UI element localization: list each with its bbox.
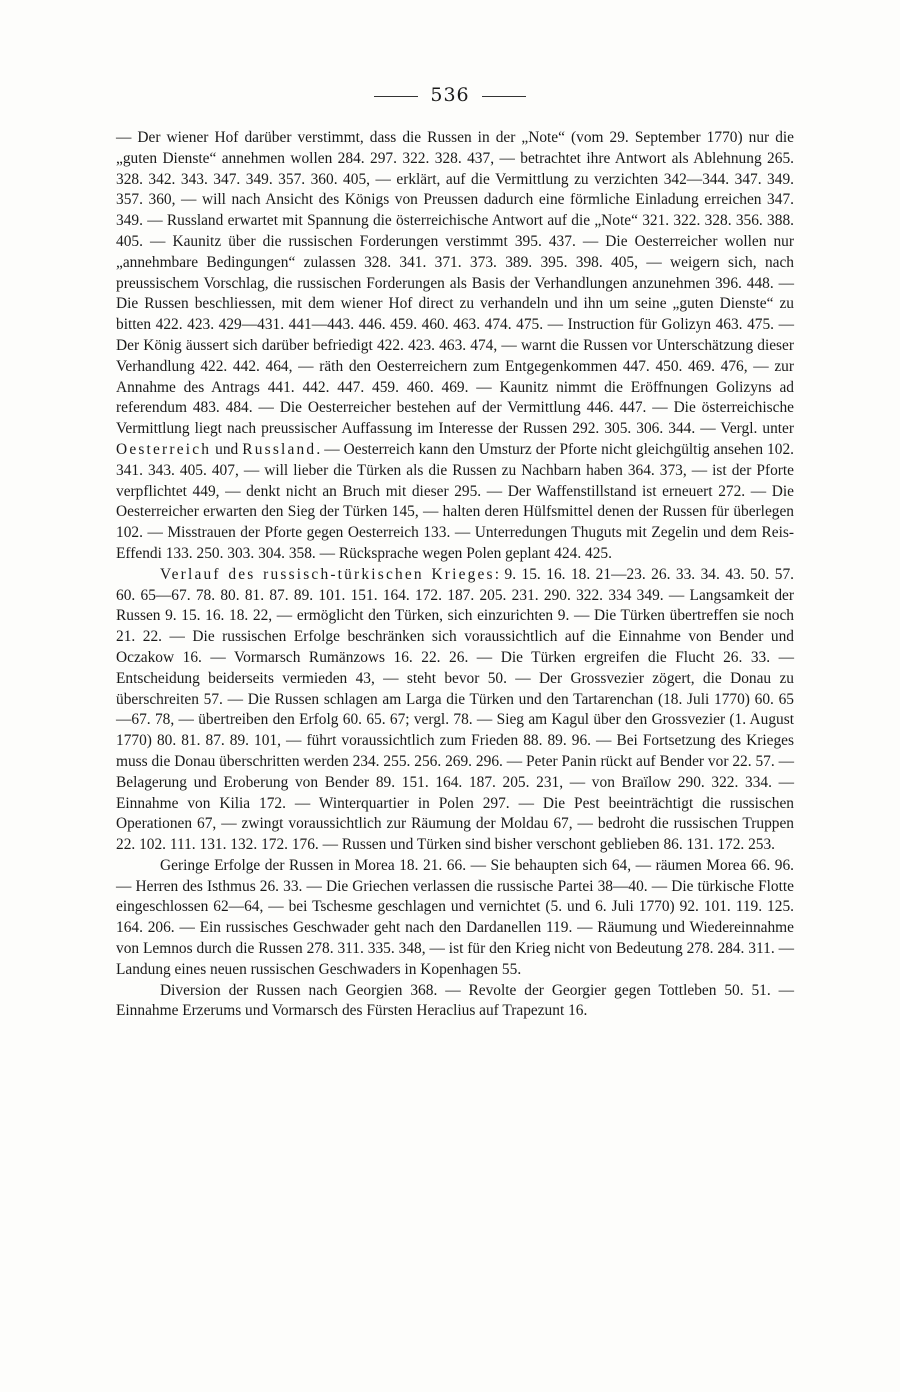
- index-paragraph: [116, 565, 794, 856]
- paragraph-text: und: [211, 440, 243, 458]
- spaced-heading-text: Verlauf des russisch-türkischen Krieges: [160, 565, 495, 583]
- paragraph-text: : 9. 15. 16. 18. 21—23. 26. 33. 34. 43. 50. 57. 60. 65—67. 78. 80. 81. 87. 89. 101. 151. 164. 172. 187. 205. 231. 290. 322. 334 349. — Langsamkeit der Russen 9. 15. 16. 18. 22, — ermöglicht den Türken, sich einzurichten 9. — Die Türken übertreffen sie noch 21. 22. — Die russischen Erfolge beschränken sich voraussichtlich auf die Einnahme von Bender und Oczakow 16. — Vormarsch Rumänzows 16. 22. 26. — Die Türken ergreifen die Flucht 26. 33. — Entscheidung beiderseits vermieden 43, — steht bevor 50. — Der Grossvezier zögert, die Donau zu überschreiten 57. — Die Russen schlagen am Larga die Türken und den Tartarenchan (18. Juli 1770) 60. 65—67. 78, — übertreiben den Erfolg 60. 65. 67; vergl. 78. — Sieg am Kagul über den Grossvezier (1. August 1770) 80. 81. 87. 89. 101, — führt voraussichtlich zum Frieden 88. 89. 96. — Bei Fortsetzung des Krieges muss die Donau überschritten werden 234. 255. 256. 269. 296. — Peter Panin rückt auf Bender vor 22. 57. — Belagerung und Eroberung von Bender 89. 151. 164. 187. 205. 231, — von Braïlow 290. 322. 334. — Einnahme von Kilia 172. — Winterquartier in Polen 297. — Die Pest beeinträchtigt die russischen Operationen 67, — zwingt voraussichtlich zur Räumung der Moldau 67, — bedroht die russischen Truppen 22. 102. 111. 131. 132. 172. 176. — Russen und Türken sind bisher verschont geblieben 86. 131. 172. 253.: [116, 565, 795, 854]
- index-paragraph: [116, 981, 794, 1023]
- paragraph-text: . — Oesterreich kann den Umsturz der Pforte nicht gleichgültig ansehen 102. 341. 343. 405. 407, — will lieber die Türken als die Russen zu Nachbarn haben 364. 373, — ist der Pforte verpflichtet 449, — denkt nicht an Bruch mit dieser 295. — Der Waffenstillstand ist erneuert 272. — Die Oesterreicher erwarten den Sieg der Türken 145, — halten deren Hülfsmittel denen der Russen für überlegen 102. — Misstrauen der Pforte gegen Oesterreich 133. — Unterredungen Thuguts mit Zegelin und dem Reis-Effendi 133. 250. 303. 304. 358. — Rücksprache wegen Polen geplant 424. 425.: [116, 440, 794, 562]
- header-rule-left: [374, 96, 418, 97]
- page-header: [0, 84, 900, 106]
- paragraph-text: — Der wiener Hof darüber verstimmt, dass die Russen in der „Note“ (vom 29. September 1770) nur die „guten Dienste“ annehmen wollen 284. 297. 322. 328. 437, — betrachtet ihre Antwort als Ablehnung 265. 328. 342. 343. 347. 349. 357. 360. 405, — erklärt, auf die Vermittlung zu verzichten 342—344. 347. 349. 357. 360, — will nach Ansicht des Königs von Preussen dadurch eine förmliche Einladung erreichen 347. 349. — Russland erwartet mit Spannung die österreichische Antwort auf die „Note“ 321. 322. 328. 356. 388. 405. — Kaunitz über die russischen Forderungen verstimmt 395. 437. — Die Oesterreicher wollen nur „annehmbare Bedingungen“ zulassen 328. 341. 371. 373. 389. 395. 398. 405, — weigern sich, nach preussischem Vorschlag, die russischen Forderungen als Basis der Verhandlungen anzunehmen 396. 448. — Die Russen beschliessen, mit dem wiener Hof direct zu verhandeln und ihn um seine „guten Dienste“ zu bitten 422. 423. 429—431. 441—443. 446. 459. 460. 463. 474. 475. — Instruction für Golizyn 463. 475. — Der König äussert sich darüber befriedigt 422. 423. 463. 474, — warnt die Russen vor Unterschätzung dieser Verhandlung 422. 442. 464, — räth den Oesterreichern zum Entgegenkommen 447. 450. 469. 476, — zur Annahme des Antrags 441. 442. 447. 459. 460. 469. — Kaunitz nimmt die Eröffnungen Golizyns ad referendum 483. 484. — Die Oesterreicher bestehen auf der Vermittlung 446. 447. — Die österreichische Vermittlung liegt nach preussischer Auffassung im Interesse der Russen 292. 305. 306. 344. — Vergl. unter: [116, 129, 794, 438]
- paragraph-text: Diversion der Russen nach Georgien 368. — Revolte der Georgier gegen Tottleben 50. 51. — Einnahme Erzerums und Vormarsch des Fürsten Heraclius auf Trapezunt 16.: [116, 981, 794, 1020]
- page-body: [116, 128, 794, 1022]
- index-paragraph: [116, 128, 794, 565]
- paragraph-text: Geringe Erfolge der Russen in Morea 18. 21. 66. — Sie behaupten sich 64, — räumen Morea 66. 96. — Herren des Isthmus 26. 33. — Die Griechen verlassen die russische Partei 38—40. — Die türkische Flotte eingeschlossen 62—64, — bei Tschesme geschlagen und vernichtet (5. und 6. Juli 1770) 92. 101. 119. 125. 164. 206. — Ein russisches Geschwader geht nach den Dardanellen 119. — Räumung und Wiedereinnahme von Lemnos durch die Russen 278. 311. 335. 348, — ist für den Krieg nicht von Bedeutung 278. 284. 311. — Landung eines neuen russischen Geschwaders in Kopenhagen 55.: [116, 856, 794, 978]
- index-paragraph: [116, 856, 794, 981]
- page-number: 536: [430, 84, 470, 106]
- spaced-heading-text: Russland: [242, 440, 317, 458]
- header-rule-right: [482, 96, 526, 97]
- spaced-heading-text: Oesterreich: [116, 440, 212, 458]
